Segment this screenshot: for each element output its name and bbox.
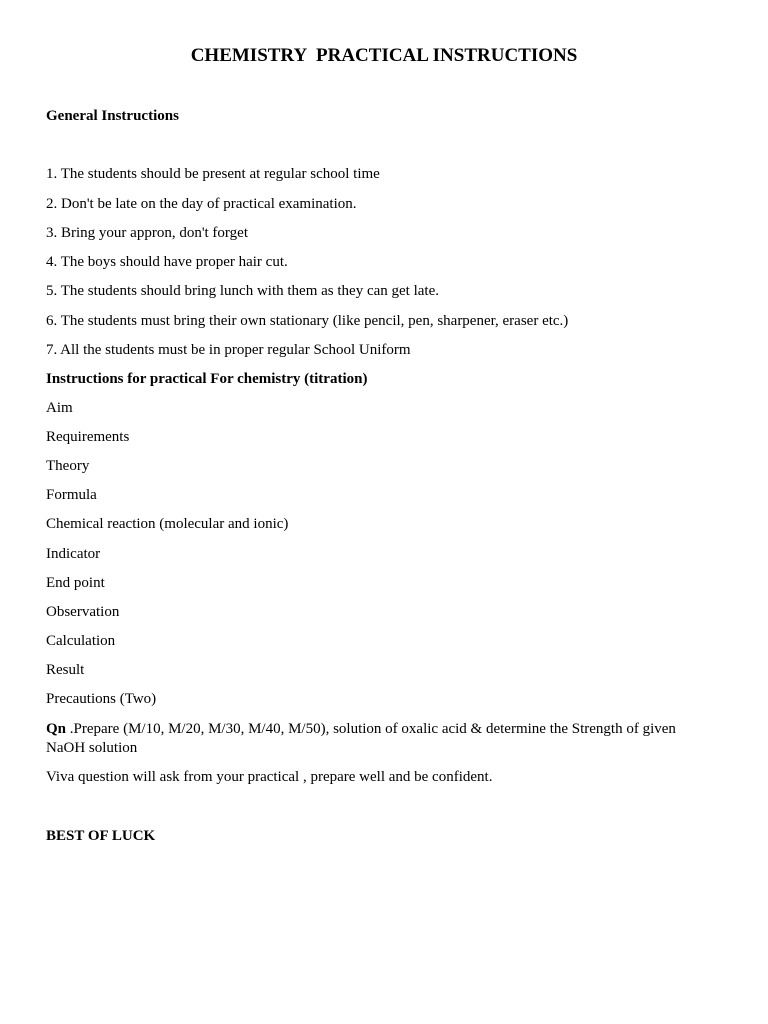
practical-item: Chemical reaction (molecular and ionic) xyxy=(46,516,289,532)
practical-item: Requirements xyxy=(46,429,130,445)
question-text: .Prepare (M/10, M/20, M/30, M/40, M/50), solution of oxalic acid & determine the Strength of given NaOH solution xyxy=(46,721,676,756)
practical-item: Formula xyxy=(46,487,97,503)
general-item: 3. Bring your appron, don't forget xyxy=(46,225,248,241)
general-item: 4. The boys should have proper hair cut. xyxy=(46,254,288,270)
document-title: CHEMISTRY PRACTICAL INSTRUCTIONS xyxy=(190,45,578,66)
practical-item: Theory xyxy=(46,458,90,474)
general-item: 1. The students should be present at regular school time xyxy=(46,166,380,182)
closing-line: BEST OF LUCK xyxy=(46,828,156,844)
general-item: 7. All the students must be in proper regular School Uniform xyxy=(46,342,411,358)
practical-item: Precautions (Two) xyxy=(46,691,157,707)
practical-instructions-heading: Instructions for practical For chemistry (titration) xyxy=(46,371,368,387)
viva-note: Viva question will ask from your practical , prepare well and be confident. xyxy=(46,769,493,785)
practical-item: End point xyxy=(46,575,105,591)
practical-item: Calculation xyxy=(46,633,116,649)
practical-item: Observation xyxy=(46,604,120,620)
practical-item: Aim xyxy=(46,400,73,416)
general-item: 2. Don't be late on the day of practical examination. xyxy=(46,196,357,212)
question-paragraph xyxy=(46,720,706,758)
general-instructions-heading: General Instructions xyxy=(46,108,179,124)
practical-item: Result xyxy=(46,662,85,678)
question-label: Qn xyxy=(46,721,67,737)
general-item: 5. The students should bring lunch with them as they can get late. xyxy=(46,283,439,299)
practical-item: Indicator xyxy=(46,546,101,562)
general-item: 6. The students must bring their own stationary (like pencil, pen, sharpener, eraser etc.) xyxy=(46,313,569,329)
